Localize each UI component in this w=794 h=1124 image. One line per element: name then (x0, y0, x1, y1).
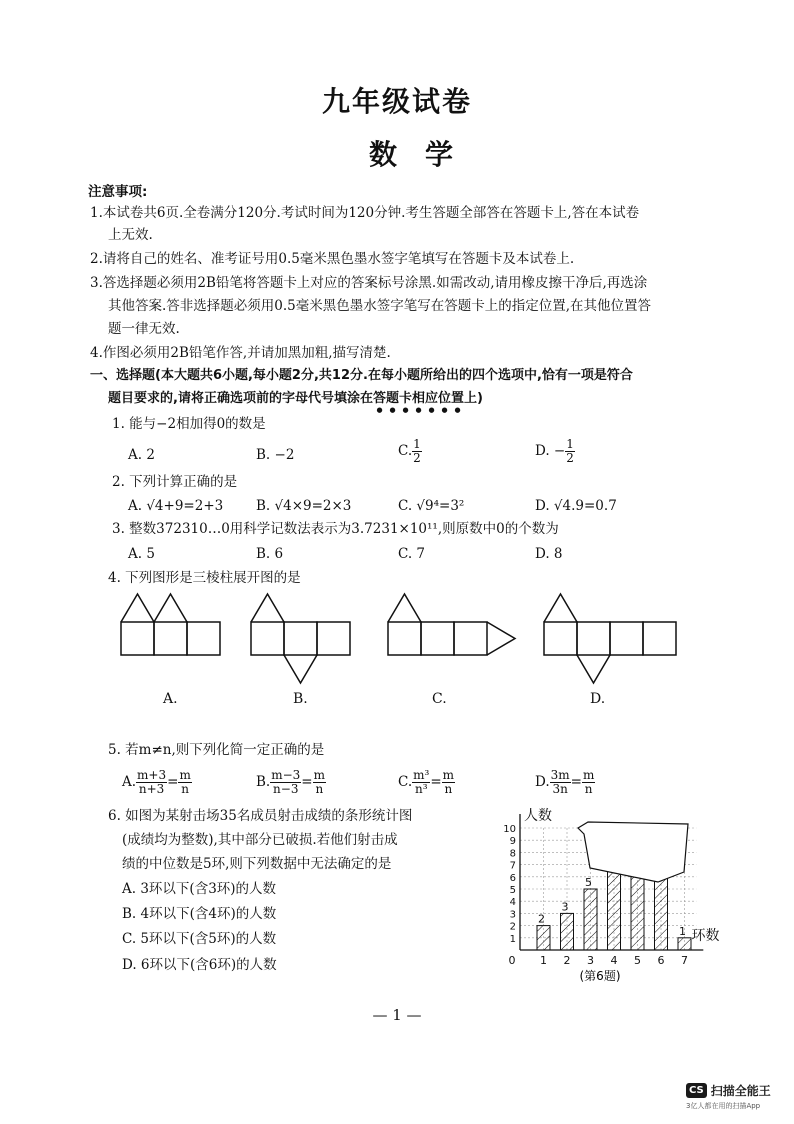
note-3-cont2: 题一律无效. (108, 321, 180, 337)
q3-option-b: B. 6 (256, 546, 284, 562)
x-tick-5: 5 (634, 954, 641, 967)
q2-option-a: A. √4+9=2+3 (128, 498, 224, 514)
q5-stem: 5. 若m≠n,则下列化简一定正确的是 (108, 742, 325, 758)
bar-label-3: 5 (585, 876, 592, 889)
q6-stem-1: 6. 如图为某射击场35名成员射击成绩的条形统计图 (108, 808, 413, 824)
net-b (251, 594, 350, 683)
x-tick-4: 4 (610, 954, 618, 967)
net-b-label: B. (293, 691, 308, 707)
q6-stem-2: (成绩均为整数),其中部分已破损.若他们射击成 (122, 832, 398, 848)
bar-2 (561, 913, 574, 950)
chart-caption: (第6题) (579, 969, 621, 983)
q6-stem-3: 绩的中位数是5环,则下列数据中无法确定的是 (122, 856, 392, 872)
bar-1 (537, 926, 550, 950)
y-tick-2: 2 (509, 921, 516, 933)
q4-stem: 4. 下列图形是三棱柱展开图的是 (108, 570, 301, 586)
x-tick-7: 7 (681, 954, 688, 967)
q2-option-c: C. √9⁴=3² (398, 498, 465, 514)
cs-logo: CS (686, 1083, 707, 1098)
q2-option-d: D. √4.9=0.7 (535, 498, 617, 514)
bar-7 (678, 938, 691, 950)
y-axis-label: 人数 (524, 808, 552, 824)
q1-option-d: D. − $\frac{1}{2}$ (535, 437, 574, 465)
bar-label-7: 1 (679, 924, 686, 938)
bar-3 (584, 889, 597, 950)
y-tick-4: 4 (509, 897, 516, 909)
q6-option-c: C. 5环以下(含5环)的人数 (122, 931, 277, 947)
section1-heading: 一、选择题(本大题共6小题,每小题2分,共12分.在每小题所给出的四个选项中,恰有一项是符合 (90, 368, 633, 383)
scanner-watermark (686, 1082, 771, 1111)
net-d (544, 594, 676, 683)
y-tick-5: 5 (509, 885, 516, 896)
bar-6 (655, 871, 668, 950)
q5-option-c: C. $\frac{\text{m³}}{\text{n³}}$ = $\frac{m}{n}$ (398, 768, 455, 796)
y-tick-3: 3 (509, 909, 516, 921)
y-tick-7: 7 (509, 860, 516, 872)
q1-option-b: B. −2 (256, 447, 295, 463)
net-c (388, 594, 515, 655)
x-tick-3: 3 (587, 954, 594, 967)
note-1-cont: 上无效. (108, 227, 153, 243)
note-2: 2.请将自己的姓名、准考证号用0.5毫米黑色墨水签字笔填写在答题卡及本试卷上. (90, 251, 575, 267)
q2-stem: 2. 下列计算正确的是 (112, 474, 238, 490)
q3-option-c: C. 7 (398, 546, 426, 562)
cs-tagline: 3亿人都在用的扫描App (686, 1102, 761, 1110)
cs-app-name: 扫描全能王 (710, 1084, 771, 1098)
origin-label: 0 (508, 954, 516, 967)
notes-heading: 注意事项: (88, 184, 148, 200)
q3-option-a: A. 5 (128, 546, 155, 562)
q5-option-b: B. $\frac{m-3}{n-3}$ = $\frac{m}{n}$ (256, 768, 325, 796)
y-tick-8: 8 (509, 848, 516, 860)
bar-chart (490, 800, 730, 990)
q3-option-d: D. 8 (535, 546, 563, 562)
q3-stem: 3. 整数372310…0用科学记数法表示为3.7231×10¹¹,则原数中0的个数为 (112, 521, 559, 537)
y-tick-6: 6 (509, 872, 516, 884)
torn-area (578, 822, 688, 882)
net-a-label: A. (163, 691, 178, 707)
x-tick-2: 2 (563, 954, 571, 967)
y-tick-9: 9 (509, 836, 516, 848)
section1-heading-cont: 题目要求的,请将正确选项前的字母代号填涂在答题卡相应位置上) (108, 391, 483, 406)
q5-option-d: D. $\frac{3m}{3n}$ = $\frac{m}{n}$ (535, 768, 595, 796)
net-c-label: C. (432, 691, 447, 707)
note-3-cont1: 其他答案.答非选择题必须用0.5毫米黑色墨水签字笔写在答题卡上的指定位置,在其他位置答 (108, 298, 652, 314)
q6-option-a: A. 3环以下(含3环)的人数 (122, 881, 277, 897)
q5-option-a: A. $\frac{m+3}{n+3}$ = $\frac{m}{n}$ (122, 768, 191, 796)
net-a (121, 594, 220, 655)
exam-title: 九年级试卷 (321, 85, 472, 118)
q1-option-c: C. $\frac{1}{2}$ (398, 437, 421, 465)
q6-option-b: B. 4环以下(含4环)的人数 (122, 906, 277, 922)
x-tick-1: 1 (540, 954, 547, 967)
q6-option-d: D. 6环以下(含6环)的人数 (122, 957, 277, 973)
x-tick-6: 6 (657, 954, 665, 967)
q1-stem: 1. 能与−2相加得0的数是 (112, 416, 266, 432)
y-tick-10: 10 (503, 824, 516, 835)
bar-4 (608, 871, 621, 950)
bar-label-1: 2 (538, 912, 545, 926)
q1-option-a: A. 2 (128, 447, 155, 463)
note-1: 1.本试卷共6页.全卷满分120分.考试时间为120分钟.考生答题全部答在答题卡上,答在本试卷 (90, 205, 640, 221)
net-d-label: D. (590, 691, 606, 707)
q2-option-b: B. √4×9=2×3 (256, 498, 352, 514)
y-tick-1: 1 (509, 933, 516, 945)
note-4: 4.作图必须用2B铅笔作答,并请加黑加粗,描写清楚. (90, 345, 391, 361)
subject-title: 数学 (368, 138, 481, 171)
bar-label-2: 3 (561, 900, 569, 914)
q4-net-figures (110, 588, 700, 688)
x-axis-label: 环数 (691, 928, 720, 944)
bar-5 (631, 871, 644, 950)
page-number: — 1 — (372, 1006, 422, 1024)
note-3: 3.答选择题必须用2B铅笔将答题卡上对应的答案标号涂黑.如需改动,请用橡皮擦干净后,再选涂 (90, 275, 648, 291)
